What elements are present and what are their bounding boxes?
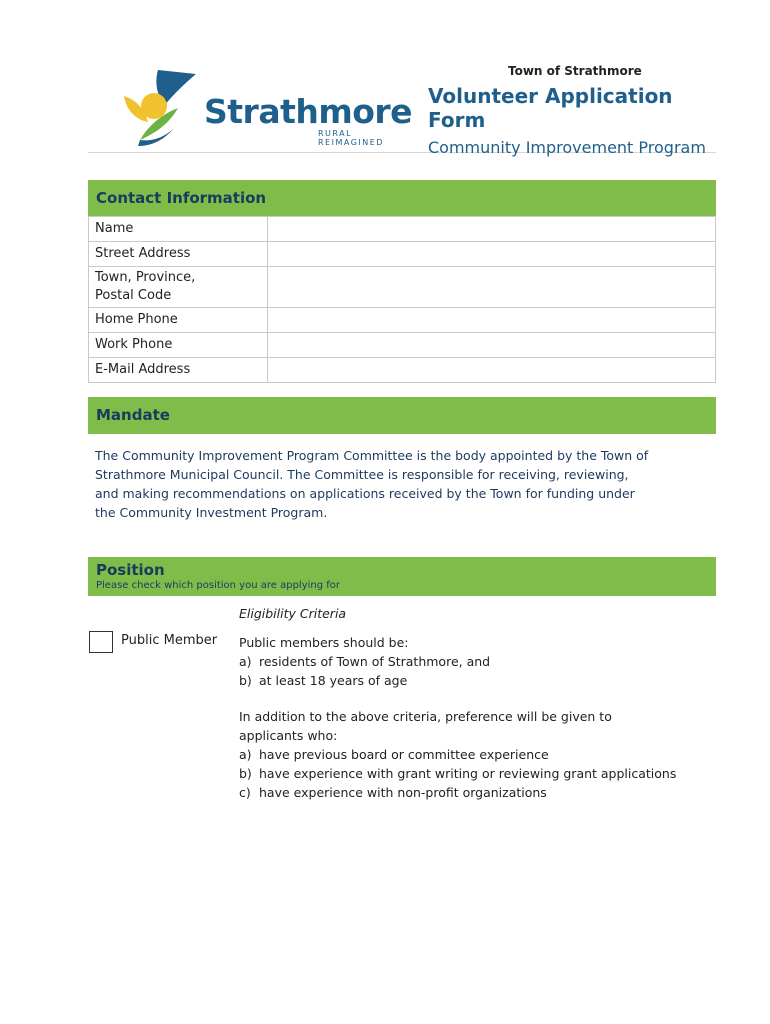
- spacer: [239, 690, 679, 707]
- street-address-field[interactable]: [268, 242, 716, 267]
- preference-list: [239, 745, 679, 802]
- contact-row-name: [89, 217, 716, 242]
- town-province-postal-field[interactable]: [268, 267, 716, 308]
- home-phone-field[interactable]: [268, 308, 716, 333]
- criteria-list: [239, 652, 679, 690]
- town-province-postal-label: Town, Province, Postal Code: [89, 267, 268, 308]
- town-name: Town of Strathmore: [508, 64, 642, 78]
- position-heading: Position: [96, 561, 165, 579]
- form-title: Volunteer Application Form: [428, 84, 673, 132]
- public-member-checkbox[interactable]: [89, 631, 113, 653]
- eligibility-heading: Eligibility Criteria: [239, 606, 347, 621]
- contact-heading: Contact Information: [96, 189, 267, 207]
- preference-intro: In addition to the above criteria, preference will be given to applicants who:: [239, 709, 612, 743]
- contact-table: [88, 216, 716, 383]
- contact-row-town: [89, 267, 716, 308]
- eligibility-criteria: [239, 633, 679, 802]
- list-marker: a): [239, 654, 252, 669]
- public-member-label: Public Member: [121, 633, 218, 648]
- name-field[interactable]: [268, 217, 716, 242]
- email-label: E-Mail Address: [89, 358, 268, 383]
- strathmore-logo: [118, 66, 413, 148]
- logo-wordmark: Strathmore: [204, 92, 413, 131]
- mandate-section-header: [88, 397, 716, 434]
- criteria-intro: Public members should be:: [239, 635, 409, 650]
- contact-section-header: [88, 180, 716, 216]
- list-text: at least 18 years of age: [259, 673, 408, 688]
- position-instruction: Please check which position you are applying for: [96, 580, 340, 591]
- contact-row-email: [89, 358, 716, 383]
- list-text: have previous board or committee experience: [259, 747, 549, 762]
- list-text: have experience with grant writing or reviewing grant applications: [259, 766, 677, 781]
- work-phone-label: Work Phone: [89, 333, 268, 358]
- position-section-header: [88, 557, 716, 596]
- street-address-label: Street Address: [89, 242, 268, 267]
- list-item: [239, 671, 679, 690]
- logo-mark-icon: [118, 66, 204, 148]
- list-item: [239, 764, 679, 783]
- contact-row-home-phone: [89, 308, 716, 333]
- email-field[interactable]: [268, 358, 716, 383]
- list-marker: a): [239, 747, 252, 762]
- list-text: residents of Town of Strathmore, and: [259, 654, 491, 669]
- list-marker: c): [239, 785, 251, 800]
- list-marker: b): [239, 766, 252, 781]
- work-phone-field[interactable]: [268, 333, 716, 358]
- list-item: [239, 745, 679, 764]
- logo-tagline: RURAL REIMAGINED: [318, 129, 384, 147]
- page-header: [88, 60, 716, 157]
- name-label: Name: [89, 217, 268, 242]
- form-subtitle: Community Improvement Program: [428, 138, 706, 157]
- mandate-text: The Community Improvement Program Committee is the body appointed by the Town of Strathmore Municipal Council. The Committee is responsible for receiving, reviewing, and making recommendations on applications received by the Town for funding under the Community Investment Program.: [95, 448, 649, 520]
- list-item: [239, 652, 679, 671]
- list-item: [239, 783, 679, 802]
- contact-row-work-phone: [89, 333, 716, 358]
- contact-row-street: [89, 242, 716, 267]
- header-titles: [428, 64, 716, 157]
- list-text: have experience with non-profit organizations: [259, 785, 547, 800]
- list-marker: b): [239, 673, 252, 688]
- mandate-heading: Mandate: [96, 406, 170, 424]
- home-phone-label: Home Phone: [89, 308, 268, 333]
